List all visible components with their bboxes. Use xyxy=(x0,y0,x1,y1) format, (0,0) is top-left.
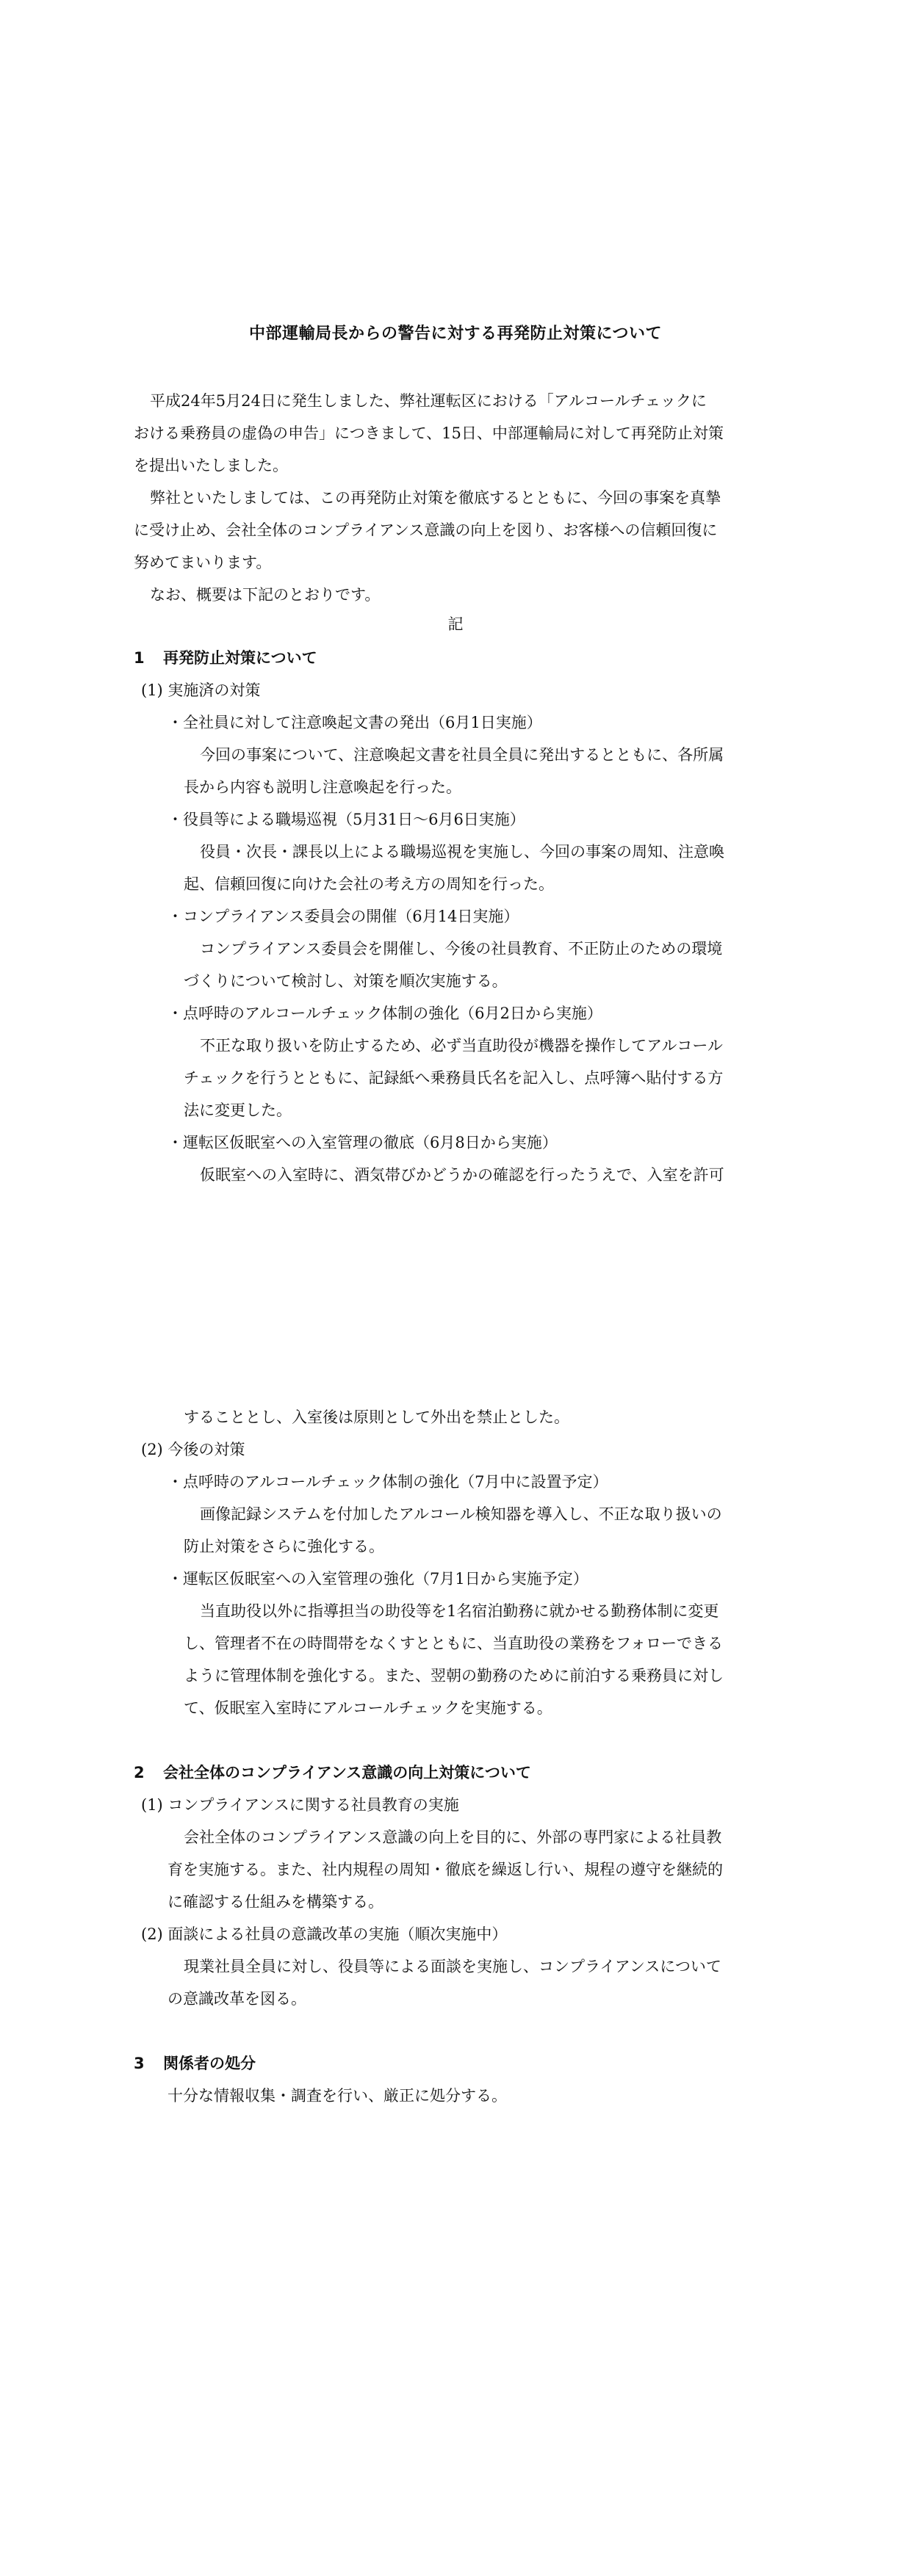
s2-sub-1-line-1: 会社全体のコンプライアンス意識の向上を目的に、外部の専門家による社員教 xyxy=(184,1828,722,1846)
s1-future-1-line-2: 防止対策をさらに強化する。 xyxy=(184,1538,384,1555)
s1-item-4-line-2: チェックを行うとともに、記録紙へ乗務員氏名を記入し、点呼簿へ貼付する方 xyxy=(184,1069,724,1087)
s3-line-1: 十分な情報収集・調査を行い、厳正に処分する。 xyxy=(168,2087,507,2105)
s1-item-1-bullet: ・全社員に対して注意喚起文書の発出（6月1日実施） xyxy=(168,714,542,731)
section-3-number: 3 xyxy=(134,2055,145,2072)
s1-future-2-line-2: し、管理者不在の時間帯をなくすとともに、当直助役の業務をフォローできる xyxy=(184,1635,723,1652)
s1-item-4-line-3: 法に変更した。 xyxy=(184,1101,292,1119)
s1-future-1-line-1: 画像記録システムを付加したアルコール検知器を導入し、不正な取り扱いの xyxy=(200,1505,722,1523)
s1-item-1-line-1: 今回の事案について、注意喚起文書を社員全員に発出するとともに、各所属 xyxy=(200,746,724,764)
s1-item-2-bullet: ・役員等による職場巡視（5月31日〜6月6日実施） xyxy=(168,811,525,828)
s2-sub-1-line-2: 育を実施する。また、社内規程の周知・徹底を繰返し行い、規程の遵守を継続的 xyxy=(168,1861,723,1878)
s1-future-2-line-3: ように管理体制を強化する。また、翌朝の勤務のために前泊する乗務員に対し xyxy=(184,1667,724,1685)
intro-p1-line-2: おける乗務員の虚偽の申告」につきまして、15日、中部運輸局に対して再発防止対策 xyxy=(134,424,724,442)
s1-item-5-line-2: することとし、入室後は原則として外出を禁止とした。 xyxy=(184,1408,569,1426)
s1-item-5-bullet: ・運転区仮眠室への入室管理の徹底（6月8日から実施） xyxy=(168,1134,558,1151)
s1-future-1-bullet: ・点呼時のアルコールチェック体制の強化（7月中に設置予定） xyxy=(168,1473,608,1491)
intro-p2-line-2: に受け止め、会社全体のコンプライアンス意識の向上を図り、お客様への信頼回復に xyxy=(134,521,718,539)
section-2-number: 2 xyxy=(134,1764,145,1781)
section-1-sub-1-label: (1) 実施済の対策 xyxy=(141,681,261,699)
section-2-sub-2-label: (2) 面談による社員の意識改革の実施（順次実施中） xyxy=(141,1925,508,1943)
s1-item-3-bullet: ・コンプライアンス委員会の開催（6月14日実施） xyxy=(168,908,519,925)
intro-p2-line-3: 努めてまいります。 xyxy=(134,554,272,571)
intro-p2-line-1: 弊社といたしましては、この再発防止対策を徹底するとともに、今回の事案を真摯 xyxy=(150,489,721,507)
section-3-title: 関係者の処分 xyxy=(163,2055,256,2072)
section-1-number: 1 xyxy=(134,649,145,667)
section-3-heading xyxy=(134,2052,256,2074)
s1-future-2-line-1: 当直助役以外に指導担当の助役等を1名宿泊勤務に就かせる勤務体制に変更 xyxy=(200,1602,719,1620)
intro-p1-line-1: 平成24年5月24日に発生しました、弊社運転区における「アルコールチェックに xyxy=(150,392,707,410)
section-1-title: 再発防止対策について xyxy=(163,649,317,667)
section-2-sub-1-label: (1) コンプライアンスに関する社員教育の実施 xyxy=(141,1796,459,1814)
s1-item-2-line-1: 役員・次長・課長以上による職場巡視を実施し、今回の事案の周知、注意喚 xyxy=(200,843,724,861)
s1-item-4-bullet: ・点呼時のアルコールチェック体制の強化（6月2日から実施） xyxy=(168,1005,602,1022)
s2-sub-1-line-3: に確認する仕組みを構築する。 xyxy=(168,1893,384,1911)
s2-sub-2-line-1: 現業社員全員に対し、役員等による面談を実施し、コンプライアンスについて xyxy=(184,1958,721,1975)
s1-item-3-line-1: コンプライアンス委員会を開催し、今後の社員教育、不正防止のための環境 xyxy=(200,940,723,958)
s2-sub-2-line-2: の意識改革を図る。 xyxy=(168,1990,306,2008)
section-1-sub-2-label: (2) 今後の対策 xyxy=(141,1441,245,1458)
s1-item-4-line-1: 不正な取り扱いを防止するため、必ず当直助役が機器を操作してアルコール xyxy=(200,1037,723,1054)
section-1-heading xyxy=(134,646,317,668)
s1-item-3-line-2: づくりについて検討し、対策を順次実施する。 xyxy=(184,972,508,990)
s1-item-5-line-1: 仮眠室への入室時に、酒気帯びかどうかの確認を行ったうえで、入室を許可 xyxy=(200,1166,724,1184)
document-title: 中部運輸局長からの警告に対する再発防止対策について xyxy=(248,325,663,343)
s1-item-2-line-2: 起、信頼回復に向けた会社の考え方の周知を行った。 xyxy=(184,875,554,893)
section-2-title: 会社全体のコンプライアンス意識の向上対策について xyxy=(163,1764,531,1781)
intro-p1-line-3: を提出いたしました。 xyxy=(134,457,288,474)
s1-future-2-bullet: ・運転区仮眠室への入室管理の強化（7月1日から実施予定） xyxy=(168,1570,588,1588)
s1-future-2-line-4: て、仮眠室入室時にアルコールチェックを実施する。 xyxy=(184,1699,552,1717)
intro-p3: なお、概要は下記のとおりです。 xyxy=(150,586,381,604)
s1-item-1-line-2: 長から内容も説明し注意喚起を行った。 xyxy=(184,778,461,796)
section-2-heading xyxy=(134,1761,531,1783)
ki-marker: 記 xyxy=(447,615,464,633)
